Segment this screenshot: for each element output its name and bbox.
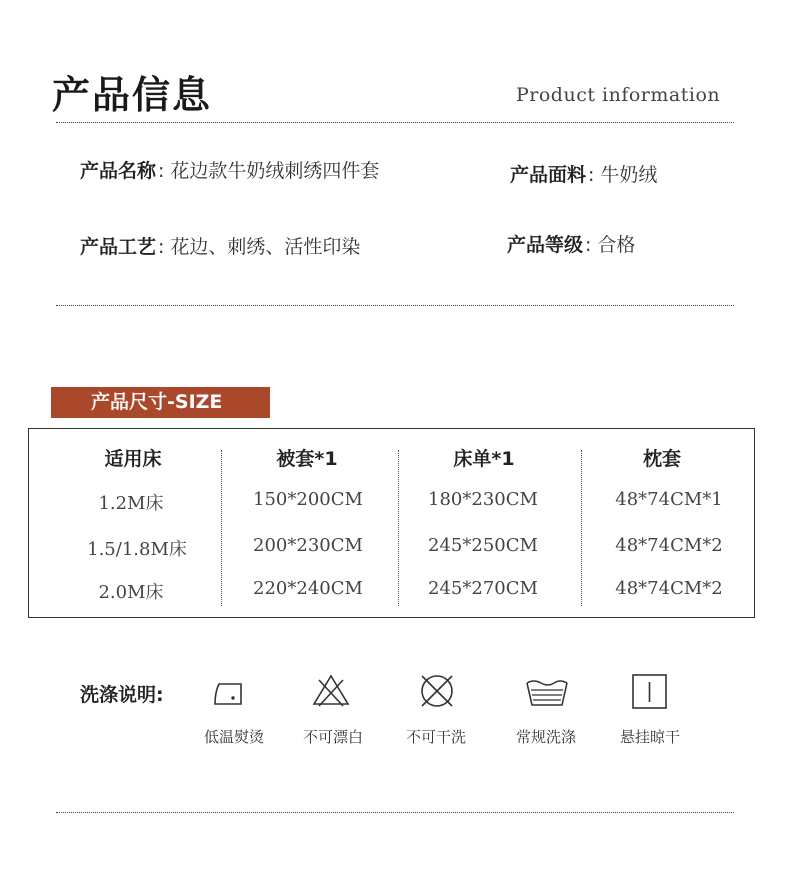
care-text-bleach: 不可漂白	[302, 728, 363, 746]
table-cell: 2.0M床	[98, 582, 164, 603]
no-dry-clean-icon	[417, 673, 457, 709]
no-bleach-icon	[311, 672, 351, 708]
iron-low-icon	[211, 674, 251, 710]
product-fabric-value: 牛奶绒	[600, 164, 658, 186]
product-name-value: 花边款牛奶绒刺绣四件套	[170, 160, 380, 182]
table-cell: 1.5/1.8M床	[87, 539, 187, 560]
care-text-dry: 悬挂晾干	[619, 728, 680, 746]
table-header-bed: 适用床	[104, 448, 162, 470]
page-subtitle: Product information	[516, 84, 721, 106]
product-grade-label: 产品等级	[507, 234, 584, 256]
product-name-label: 产品名称	[80, 160, 157, 182]
table-cell: 150*200CM	[253, 489, 363, 510]
care-label: 洗涤说明:	[80, 684, 164, 706]
product-fabric-label: 产品面料	[510, 164, 587, 186]
divider-top	[56, 122, 734, 123]
colon: :	[158, 160, 165, 182]
table-header-duvet: 被套*1	[276, 448, 338, 470]
care-text-wash: 常规洗涤	[515, 728, 576, 746]
table-cell: 245*250CM	[428, 535, 538, 556]
product-name-row	[80, 156, 379, 183]
table-header-pillowcase: 枕套	[642, 448, 681, 470]
product-craft-value: 花边、刺绣、活性印染	[170, 236, 361, 258]
divider-bottom	[56, 812, 734, 813]
colon: :	[158, 236, 165, 258]
table-header-sheet: 床单*1	[453, 448, 515, 470]
divider-info	[56, 305, 734, 306]
colon: :	[585, 234, 592, 256]
normal-wash-icon	[524, 675, 564, 711]
size-banner: 产品尺寸-SIZE	[51, 387, 270, 418]
colon: :	[588, 164, 595, 186]
product-grade-value: 合格	[597, 234, 636, 256]
table-cell: 200*230CM	[253, 535, 363, 556]
product-grade-row	[507, 230, 635, 257]
table-cell: 48*74CM*2	[615, 535, 723, 556]
product-craft-row	[80, 232, 360, 259]
table-cell: 1.2M床	[98, 493, 164, 514]
product-fabric-row	[510, 160, 657, 187]
table-cell: 48*74CM*1	[615, 489, 723, 510]
page-title: 产品信息	[52, 73, 213, 117]
care-text-iron: 低温熨烫	[203, 728, 264, 746]
hang-dry-icon	[630, 672, 670, 708]
product-craft-label: 产品工艺	[80, 236, 157, 258]
table-cell: 48*74CM*2	[615, 578, 723, 599]
table-cell: 245*270CM	[428, 578, 538, 599]
table-cell: 220*240CM	[253, 578, 363, 599]
care-text-dry-clean: 不可干洗	[405, 728, 466, 746]
table-cell: 180*230CM	[428, 489, 538, 510]
